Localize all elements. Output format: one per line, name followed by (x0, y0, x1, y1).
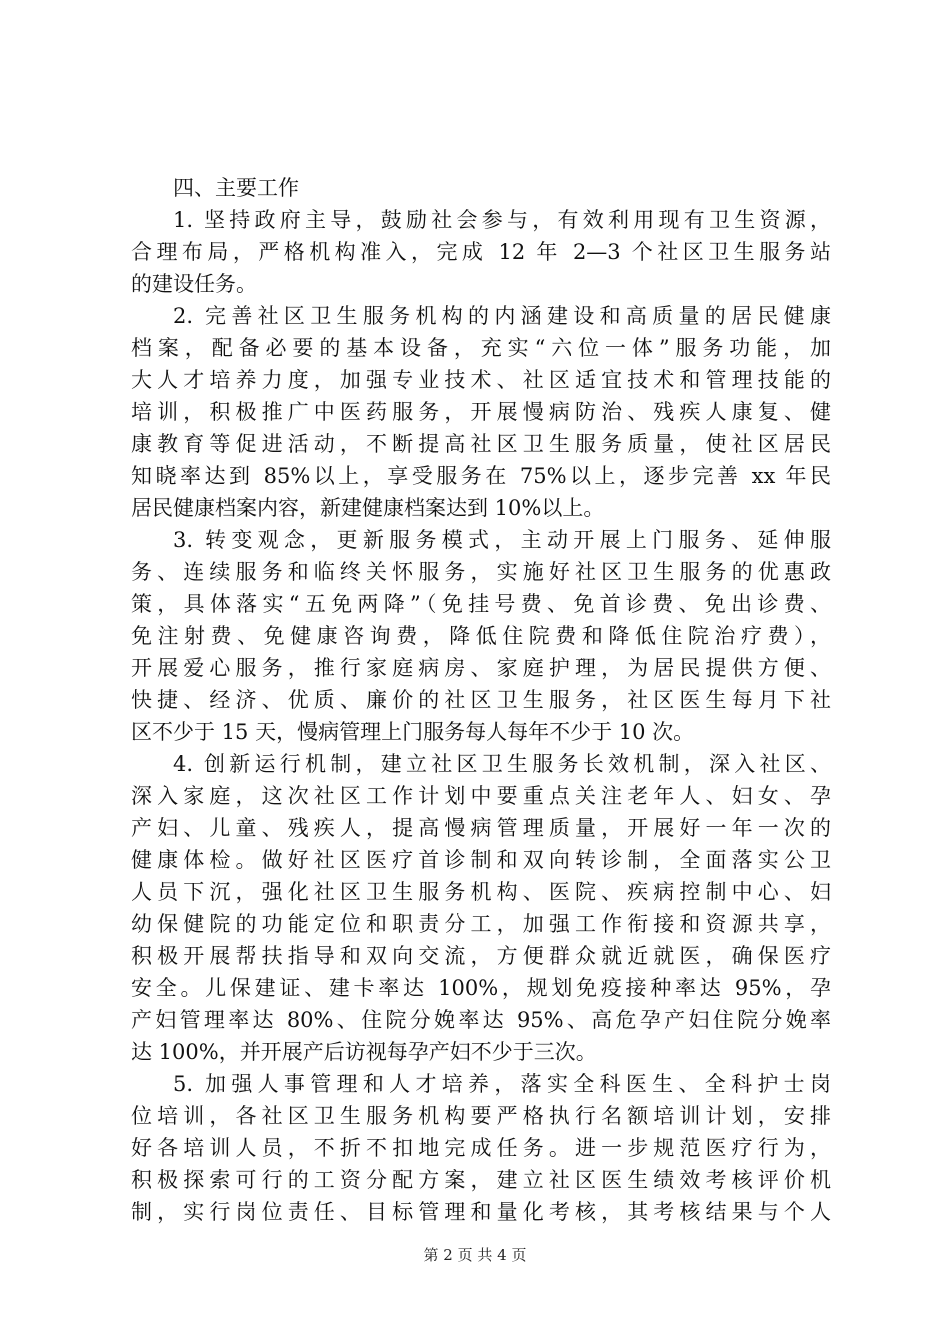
text-line: 区不少于 15 天，慢病管理上门服务每人每年不少于 10 次。 (131, 720, 695, 744)
text-line: 档案，配备必要的基本设备，充实“六位一体”服务功能，加 (131, 336, 831, 360)
text-line: 深入家庭，这次社区工作计划中要重点关注老年人、妇女、孕 (131, 784, 831, 808)
text-line: 大人才培养力度，加强专业技术、社区适宜技术和管理技能的 (131, 368, 831, 392)
text-line: 制，实行岗位责任、目标管理和量化考核，其考核结果与个人 (131, 1200, 831, 1224)
paragraph-5 (131, 1068, 831, 1228)
text-line: 务、连续服务和临终关怀服务，实施好社区卫生服务的优惠政 (131, 560, 831, 584)
text-line: 策，具体落实“五免两降”（免挂号费、免首诊费、免出诊费、 (131, 592, 831, 616)
text-line: 4. 创新运行机制，建立社区卫生服务长效机制，深入社区、 (173, 752, 831, 776)
text-line: 快捷、经济、优质、廉价的社区卫生服务，社区医生每月下社 (131, 688, 831, 712)
text-line: 居民健康档案内容，新建健康档案达到 10%以上。 (131, 496, 605, 520)
text-line: 人员下沉，强化社区卫生服务机构、医院、疾病控制中心、妇 (131, 880, 831, 904)
text-line: 开展爱心服务，推行家庭病房、家庭护理，为居民提供方便、 (131, 656, 831, 680)
text-line: 好各培训人员，不折不扣地完成任务。进一步规范医疗行为， (131, 1136, 831, 1160)
text-line: 达 100%，并开展产后访视每孕产妇不少于三次。 (131, 1040, 597, 1064)
text-line: 安全。儿保建证、建卡率达 100%，规划免疫接种率达 95%，孕 (131, 976, 831, 1000)
paragraph-1 (131, 204, 831, 300)
text-line: 积极探索可行的工资分配方案，建立社区医生绩效考核评价机 (131, 1168, 831, 1192)
text-line: 1. 坚持政府主导，鼓励社会参与，有效利用现有卫生资源， (173, 208, 831, 232)
text-line: 培训，积极推广中医药服务，开展慢病防治、残疾人康复、健 (131, 400, 831, 424)
text-line: 合理布局，严格机构准入，完成 12 年 2—3 个社区卫生服务站 (131, 240, 831, 264)
paragraph-4 (131, 748, 831, 1068)
text-line: 5. 加强人事管理和人才培养，落实全科医生、全科护士岗 (173, 1072, 831, 1096)
section-heading: 四、主要工作 (173, 176, 299, 200)
text-line: 幼保健院的功能定位和职责分工，加强工作衔接和资源共享， (131, 912, 831, 936)
text-line: 知晓率达到 85%以上，享受服务在 75%以上，逐步完善 xx 年民 (131, 464, 831, 488)
text-line: 3. 转变观念，更新服务模式，主动开展上门服务、延伸服 (173, 528, 831, 552)
text-line: 免注射费、免健康咨询费，降低住院费和降低住院治疗费）， (131, 624, 831, 648)
text-line: 产妇管理率达 80%、住院分娩率达 95%、高危孕产妇住院分娩率 (131, 1008, 831, 1032)
text-line: 位培训，各社区卫生服务机构要严格执行名额培训计划，安排 (131, 1104, 831, 1128)
text-line: 产妇、儿童、残疾人，提高慢病管理质量，开展好一年一次的 (131, 816, 831, 840)
paragraph-3 (131, 524, 831, 748)
text-line: 2. 完善社区卫生服务机构的内涵建设和高质量的居民健康 (173, 304, 831, 328)
text-line: 康教育等促进活动，不断提高社区卫生服务质量，使社区居民 (131, 432, 831, 456)
text-line: 积极开展帮扶指导和双向交流，方便群众就近就医，确保医疗 (131, 944, 831, 968)
text-line: 健康体检。做好社区医疗首诊制和双向转诊制，全面落实公卫 (131, 848, 831, 872)
text-line: 的建设任务。 (131, 272, 257, 296)
page-footer: 第 2 页 共 4 页 (423, 1246, 527, 1264)
document-body (131, 172, 831, 1228)
paragraph-2 (131, 300, 831, 524)
